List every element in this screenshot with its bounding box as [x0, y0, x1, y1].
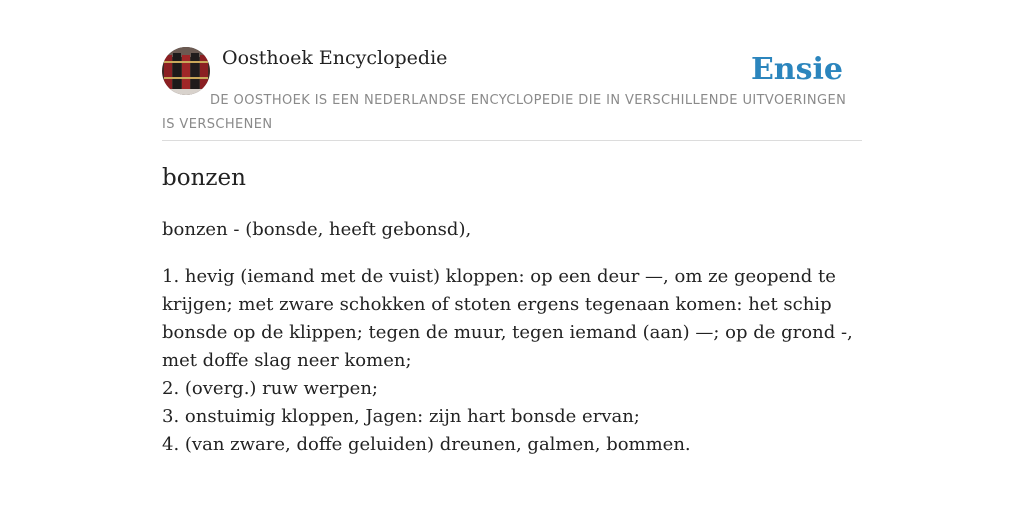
definition-list — [162, 263, 862, 459]
definition-item: 2. (overg.) ruw werpen; — [162, 378, 378, 399]
site-tagline: DE OOSTHOEK IS EEN NEDERLANDSE ENCYCLOPEDIE DIE IN VERSCHILLENDE UITVOERINGEN IS VERSCHENEN — [162, 93, 847, 132]
page — [162, 0, 862, 512]
definition-item: 3. onstuimig kloppen, Jagen: zijn hart bonsde ervan; — [162, 406, 640, 427]
avatar[interactable] — [162, 47, 210, 95]
header — [162, 45, 862, 141]
site-name[interactable]: Oosthoek Encyclopedie — [222, 47, 448, 69]
definition-item: 1. hevig (iemand met de vuist) kloppen: op een deur —, om ze geopend te krijgen; met zware schokken of stoten ergens tegenaan komen: het schip bonsde op de klippen; tegen de muur, tegen iemand (aan) —; op de grond -, met doffe slag neer komen; — [162, 266, 853, 371]
definition-item: 4. (van zware, doffe geluiden) dreunen, galmen, bommen. — [162, 434, 691, 455]
entry-body — [162, 216, 862, 459]
headword-line: bonzen - (bonsde, heeft gebonsd), — [162, 219, 472, 240]
entry-title: bonzen — [162, 165, 246, 191]
brand-logo[interactable]: Ensie — [750, 52, 843, 87]
books-icon — [162, 47, 210, 95]
